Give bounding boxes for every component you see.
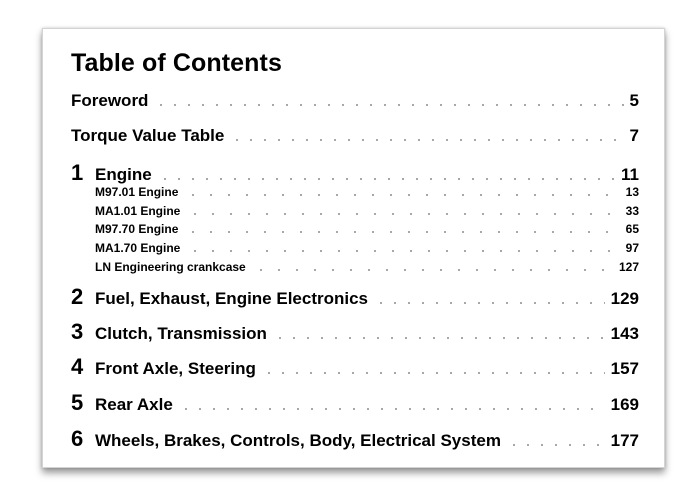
toc-entry-foreword — [71, 91, 639, 111]
toc-entry-page: 143 — [610, 324, 639, 343]
toc-subentry-page: 97 — [625, 241, 639, 255]
toc-entry-label: Engine — [95, 165, 152, 184]
page-title: Table of Contents — [71, 49, 282, 77]
toc-entry-page: 7 — [629, 126, 639, 145]
toc-entry-label: Rear Axle — [95, 395, 173, 414]
chapter-number: 2 — [71, 284, 84, 309]
toc-entry-page: 157 — [610, 359, 639, 378]
toc-entry-label: Clutch, Transmission — [95, 324, 267, 343]
toc-entry-page: 169 — [610, 395, 639, 414]
dot-leader — [374, 302, 605, 304]
toc-subentry — [95, 260, 639, 274]
toc-entry-label: Wheels, Brakes, Controls, Body, Electrical System — [95, 431, 501, 450]
toc-entry-page: 11 — [621, 165, 639, 184]
toc-entry-label: Fuel, Exhaust, Engine Electronics — [95, 289, 369, 308]
toc-entry-page: 129 — [610, 289, 639, 308]
toc-subentry — [95, 241, 639, 255]
dot-leader — [184, 231, 619, 233]
dot-leader — [186, 213, 619, 215]
toc-chapter-4 — [71, 354, 639, 380]
toc-entry-page: 177 — [610, 431, 639, 450]
dot-leader — [184, 194, 619, 196]
toc-subentry-label: M97.01 Engine — [95, 185, 179, 199]
dot-leader — [158, 178, 615, 180]
toc-subentry-page: 65 — [625, 222, 639, 236]
toc-entry-page: 5 — [629, 91, 639, 110]
toc-subentry-page: 33 — [625, 204, 639, 218]
toc-chapter-5 — [71, 390, 639, 416]
toc-subentry — [95, 222, 639, 236]
toc-page — [42, 28, 665, 468]
toc-entry-torque-value-table — [71, 126, 639, 146]
toc-subentry — [95, 204, 639, 218]
dot-leader — [230, 139, 623, 141]
toc-subentry-label: MA1.01 Engine — [95, 204, 181, 218]
toc-chapter-2 — [71, 284, 639, 310]
dot-leader — [179, 408, 605, 410]
toc-subentry — [95, 185, 639, 199]
dot-leader — [507, 444, 605, 446]
toc-entry-label: Torque Value Table — [71, 126, 225, 145]
chapter-number: 4 — [71, 354, 84, 379]
dot-leader — [252, 269, 613, 271]
chapter-number: 1 — [71, 160, 84, 185]
dot-leader — [186, 250, 619, 252]
toc-chapter-3 — [71, 319, 639, 345]
chapter-number: 3 — [71, 319, 84, 344]
toc-entry-label: Foreword — [71, 91, 149, 110]
chapter-number: 5 — [71, 390, 84, 415]
toc-subentry-page: 13 — [625, 185, 639, 199]
toc-subentry-label: MA1.70 Engine — [95, 241, 181, 255]
toc-chapter-6 — [71, 426, 639, 452]
chapter-number: 6 — [71, 426, 84, 451]
dot-leader — [273, 337, 605, 339]
toc-subentry-label: M97.70 Engine — [95, 222, 179, 236]
toc-subentry-page: 127 — [618, 260, 639, 274]
dot-leader — [154, 104, 623, 106]
toc-chapter-1 — [71, 160, 639, 186]
dot-leader — [262, 372, 605, 374]
toc-subentry-label: LN Engineering crankcase — [95, 260, 246, 274]
toc-entry-label: Front Axle, Steering — [95, 359, 256, 378]
